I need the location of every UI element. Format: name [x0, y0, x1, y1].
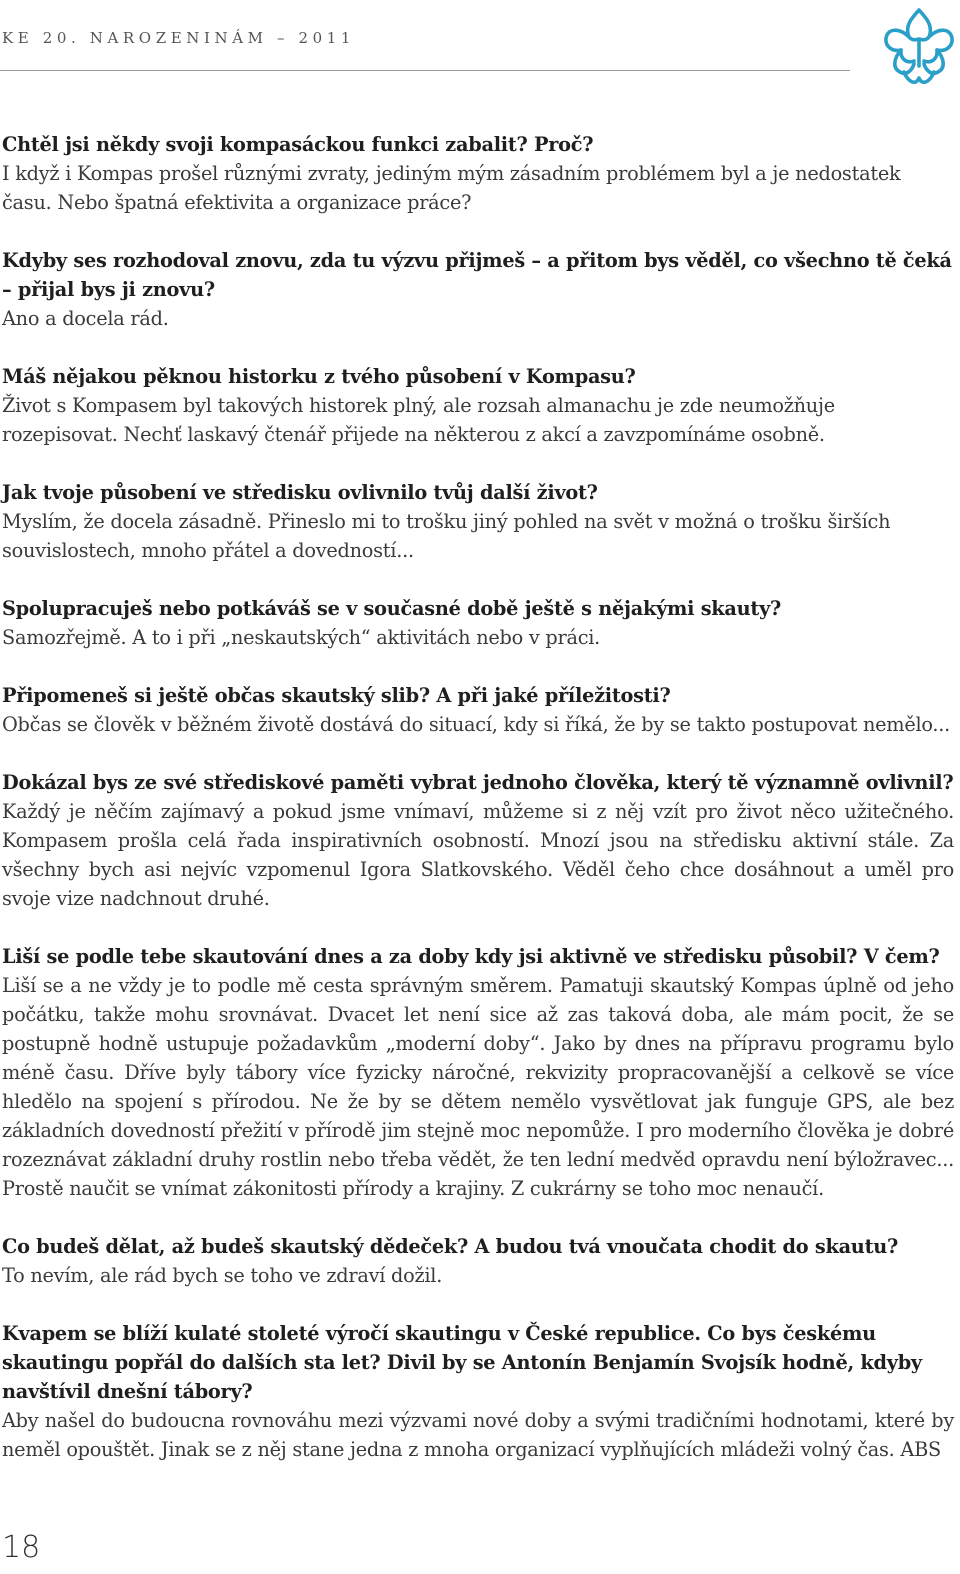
answer: Občas se člověk v běžném životě dostává do situací, kdy si říká, že by se takto postupovat nemělo...	[2, 713, 951, 736]
answer: I když i Kompas prošel různými zvraty, jediným mým zásadním problémem byl a je nedostatek času. Nebo špatná efektivita a organizace práce?	[2, 162, 901, 214]
question: Spolupracuješ nebo potkáváš se v současné době ještě s nějakými skauty?	[2, 597, 782, 620]
question: Dokázal bys ze své střediskové paměti vybrat jednoho člověka, který tě významně ovlivnil?	[2, 771, 954, 794]
header-title: KE 20. NAROZENINÁM – 2011	[2, 29, 356, 47]
answer: Liší se a ne vždy je to podle mě cesta správným směrem. Pamatuji skautský Kompas úplně od jeho počátku, takže mohu srovnávat. Dvacet let není sice až zas taková doba, ale mám pocit, že se postupně hodně ustupuje požadavkům „moderní doby“. Jako by dnes na přípravu programu bylo méně času. Dříve byly tábory více fyzicky náročné, rekvizity propracovanější a celkově se více hledělo na spojení s přírodou. Ne že by se dětem nemělo vysvětlovat jak funguje GPS, ale bez základních dovedností přežití v přírodě jim stejně moc nepomůže. I pro moderního člověka je dobré rozeznávat základní druhy rostlin nebo třeba vědět, že ten lední medvěd opravdu není býložravec... Prostě naučit se vnímat zákonitosti přírody a krajiny. Z cukrárny se toho moc nenaučí.	[2, 974, 954, 1200]
answer: Samozřejmě. A to i při „neskautských“ aktivitách nebo v práci.	[2, 626, 601, 649]
interview-content	[2, 130, 954, 1493]
qa-item	[2, 942, 954, 1203]
answer: Ano a docela rád.	[2, 307, 169, 330]
answer: Každý je něčím zajímavý a pokud jsme vnímaví, můžeme si z něj vzít pro život něco užitečného. Kompasem prošla celá řada inspirativních osobností. Mnozí jsou na středisku aktivní stále. Za všechny bych asi nejvíc vzpomenul Igora Slatkovského. Věděl čeho chce dosáhnout a uměl pro svoje vize nadchnout druhé.	[2, 800, 954, 910]
answer: To nevím, ale rád bych se toho ve zdraví dožil.	[2, 1264, 443, 1287]
question: Kvapem se blíží kulaté stoleté výročí skautingu v České republice. Co bys českému skautingu popřál do dalších sta let? Divil by se Antonín Benjamín Svojsík hodně, kdyby navštívil dnešní tábory?	[2, 1322, 922, 1403]
logo-svg	[882, 6, 956, 90]
scout-lily-logo-icon	[882, 6, 956, 90]
question: Jak tvoje působení ve středisku ovlivnilo tvůj další život?	[2, 481, 598, 504]
page-number: 18	[2, 1530, 41, 1565]
question: Máš nějakou pěknou historku z tvého působení v Kompasu?	[2, 365, 636, 388]
qa-item	[2, 478, 954, 565]
qa-item	[2, 130, 954, 217]
qa-item	[2, 1319, 954, 1464]
question: Co budeš dělat, až budeš skautský dědeček? A budou tvá vnoučata chodit do skautu?	[2, 1235, 899, 1258]
qa-item	[2, 362, 954, 449]
qa-item	[2, 768, 954, 913]
qa-item	[2, 594, 954, 652]
question: Připomeneš si ještě občas skautský slib? A při jaké příležitosti?	[2, 684, 671, 707]
page-header	[0, 22, 850, 71]
answer: Aby našel do budoucna rovnováhu mezi výzvami nové doby a svými tradičními hodnotami, které by neměl opouštět. Jinak se z něj stane jedna z mnoha organizací vyplňujících mládeži volný čas. ABS	[2, 1409, 954, 1461]
answer: Život s Kompasem byl takových historek plný, ale rozsah almanachu je zde neumožňuje rozepisovat. Nechť laskavý čtenář přijede na některou z akcí a zavzpomínáme osobně.	[2, 394, 835, 446]
qa-item	[2, 1232, 954, 1290]
answer: Myslím, že docela zásadně. Přineslo mi to trošku jiný pohled na svět v možná o trošku širších souvislostech, mnoho přátel a dovedností...	[2, 510, 891, 562]
qa-item	[2, 681, 954, 739]
question: Kdyby ses rozhodoval znovu, zda tu výzvu přijmeš – a přitom bys věděl, co všechno tě čeká – přijal bys ji znovu?	[2, 249, 952, 301]
question: Chtěl jsi někdy svoji kompasáckou funkci zabalit? Proč?	[2, 133, 594, 156]
question: Liší se podle tebe skautování dnes a za doby kdy jsi aktivně ve středisku působil? V čem?	[2, 945, 940, 968]
qa-item	[2, 246, 954, 333]
